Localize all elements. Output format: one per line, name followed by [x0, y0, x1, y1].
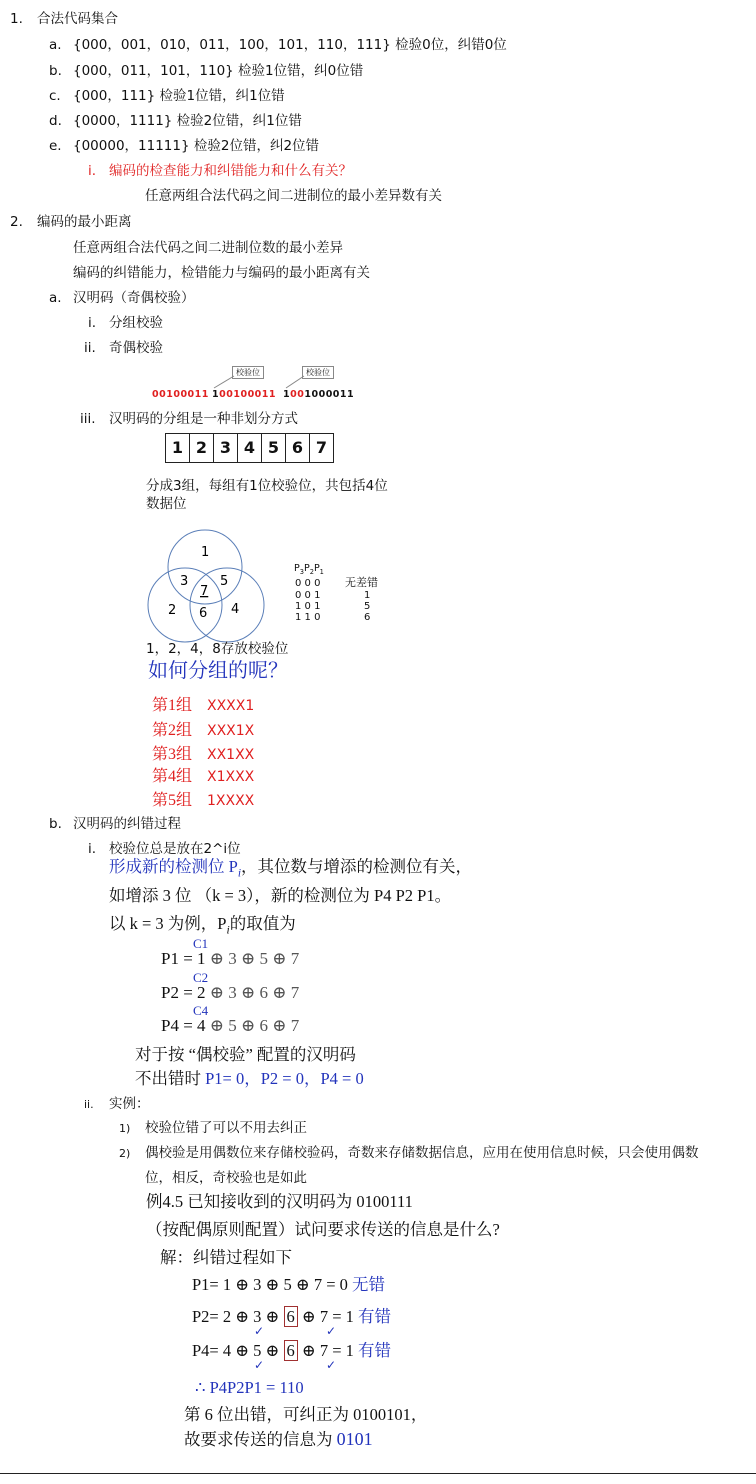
s1-item-a-marker: a. [49, 37, 62, 53]
s2-a-iii-marker: iii. [80, 411, 96, 427]
s2-a-i-marker: i. [88, 315, 97, 331]
bit-position-cell: 6 [286, 434, 310, 462]
bit-position-cell: 7 [315, 438, 328, 457]
group-code: X1XXX [207, 769, 255, 785]
group-code: XXX1X [207, 723, 255, 739]
equation: P2 = 2 ⊕ 3 ⊕ 6 ⊕ 7 [161, 983, 300, 1002]
group-label: 第5组 [152, 792, 193, 809]
s1-item-e: {00000，11111} 检验2位错，纠2位错 [73, 138, 320, 154]
ptable-header: $P_3P_2P_1$ [294, 563, 324, 576]
bit-position-cell: 5 [262, 434, 286, 462]
bit-position-cell: 4 [238, 434, 262, 462]
bit-position-cell: 1 [166, 434, 190, 462]
solution-p1: P1= 1 ⊕ 3 ⊕ 5 ⊕ 7 = 0 无错 [192, 1275, 386, 1294]
s2-b-marker: b. [49, 816, 62, 832]
note-2-line-1: 偶校验是用偶数位来存储校验码，奇数来存储数据信息，应用在使用信息时候，只会使用偶数 [145, 1145, 699, 1161]
solution-heading: 解：纠错过程如下 [160, 1248, 292, 1267]
s2-line-1: 任意两组合法代码之间二进制位数的最小差异 [73, 240, 343, 256]
bit-position-cell: 2 [190, 434, 214, 462]
group-label: 第4组 [152, 768, 193, 785]
store-note: 1，2，4，8存放校验位 [146, 641, 289, 657]
s1-item-b: {000，011，101，110} 检验1位错，纠0位错 [73, 63, 364, 79]
check-mark: ✓ [254, 1358, 265, 1372]
ptable-result: 无差错 [345, 576, 378, 589]
note-2-line-2: 位，相反，奇校验也是如此 [145, 1170, 307, 1186]
example-k3-line: 以 k = 3 为例，$P_i$的取值为 [109, 914, 296, 937]
parity-tag-1: 校验位 [232, 366, 264, 379]
venn-label: 1 [201, 545, 210, 560]
note-2-marker: 2) [119, 1147, 131, 1160]
group-label: 第3组 [152, 746, 193, 763]
conclusion-line-1: 第 6 位出错，可纠正为 0100101， [184, 1405, 428, 1424]
example-4-5-line-2: （按配偶原则配置）试问要求传送的信息是什么? [146, 1220, 500, 1239]
s2-a-marker: a. [49, 290, 62, 306]
s1-item-e-marker: e. [49, 138, 62, 154]
ptable-row: 1 1 0 [295, 612, 321, 623]
s2-a-iii: 汉明码的分组是一种非划分方式 [109, 411, 298, 427]
even-parity-line: 对于按 “偶校验” 配置的汉明码 [135, 1045, 356, 1064]
new-check-bit-line: 形成新的检测位 $P_i$，其位数与增添的检测位有关， [109, 857, 473, 880]
check-mark: ✓ [326, 1358, 337, 1372]
section-1-number: 1. [10, 11, 23, 27]
parity-bits-3: 1001000011 [283, 389, 355, 400]
s1-question-marker: i. [88, 163, 97, 179]
note-1: 校验位错了可以不用去纠正 [145, 1120, 307, 1136]
no-error-line: 不出错时 P1= 0，P2 = 0，P4 = 0 [135, 1069, 364, 1088]
s2-b-title: 汉明码的纠错过程 [73, 816, 181, 832]
equation: P4 = 4 ⊕ 5 ⊕ 6 ⊕ 7 [161, 1016, 300, 1035]
section-1-title: 合法代码集合 [37, 11, 118, 27]
ptable-result: 1 [364, 590, 371, 601]
s1-item-d: {0000，1111} 检验2位错，纠1位错 [73, 113, 302, 129]
add-bits-line: 如增添 3 位 （k = 3），新的检测位为 P4 P2 P1。 [109, 886, 452, 905]
bit-position-cell: 3 [214, 434, 238, 462]
group-code: 1XXXX [207, 793, 255, 809]
s2-a-title: 汉明码（奇偶校验） [73, 290, 195, 306]
parity-bits-1: 00100011 [152, 389, 209, 400]
equation-c-label: C4 [193, 1003, 209, 1018]
s2-a-ii: 奇偶校验 [109, 340, 163, 356]
s2-line-2: 编码的纠错能力，检错能力与编码的最小距离有关 [73, 265, 370, 281]
note-1-marker: 1) [119, 1122, 131, 1135]
s2-a-i: 分组校验 [109, 315, 163, 331]
s1-item-c-marker: c. [49, 88, 61, 104]
s1-answer: 任意两组合法代码之间二进制位的最小差异数有关 [145, 188, 442, 204]
group-description-1: 分成3组，每组有1位校验位，共包括4位 [146, 478, 388, 494]
group-code: XXXX1 [207, 698, 255, 714]
solution-p2: P2= 2 ⊕ 3 ⊕ 6 ⊕ 7 = 1 有错 [192, 1307, 392, 1326]
s1-question: 编码的检查能力和纠错能力和什么有关？ [109, 163, 352, 179]
solution-p4: P4= 4 ⊕ 5 ⊕ 6 ⊕ 7 = 1 有错 [192, 1341, 392, 1360]
ptable-row: 0 0 1 [295, 590, 321, 601]
group-label: 第1组 [152, 697, 193, 714]
s2-a-ii-marker: ii. [84, 340, 96, 356]
s1-item-c: {000，111} 检验1位错，纠1位错 [73, 88, 285, 104]
parity-tag-2: 校验位 [302, 366, 334, 379]
how-grouped-heading: 如何分组的呢？ [148, 660, 288, 682]
ptable-result: 6 [364, 612, 371, 623]
ptable-row: 1 0 1 [295, 601, 321, 612]
therefore-line: ∴ P4P2P1 = 110 [195, 1378, 304, 1397]
bit-position-row [165, 433, 334, 463]
venn-label: 4 [231, 602, 240, 617]
s2-b-ii-marker: ii. [84, 1098, 94, 1111]
bottom-divider [0, 1473, 756, 1474]
venn-label: 7 [200, 584, 209, 599]
group-description-2: 数据位 [146, 496, 187, 512]
section-2-title: 编码的最小距离 [37, 214, 132, 230]
check-mark: ✓ [254, 1324, 265, 1338]
s2-b-i-marker: i. [88, 841, 97, 857]
ptable-result: 5 [364, 601, 371, 612]
s1-item-d-marker: d. [49, 113, 62, 129]
equation: P1 = 1 ⊕ 3 ⊕ 5 ⊕ 7 [161, 949, 300, 968]
s1-item-b-marker: b. [49, 63, 62, 79]
s1-item-a: {000，001，010，011，100，101，110，111} 检验0位，纠错0位 [73, 37, 507, 53]
example-4-5-line-1: 例4.5 已知接收到的汉明码为 0100111 [146, 1192, 413, 1211]
conclusion-line-2: 故要求传送的信息为 0101 [184, 1429, 373, 1449]
group-code: XX1XX [207, 747, 255, 763]
ptable-row: 0 0 0 [295, 578, 321, 589]
equation-c-label: C2 [193, 970, 209, 985]
s2-b-ii-title: 实例： [109, 1096, 150, 1112]
venn-label: 2 [168, 603, 177, 618]
s2-b-i: 校验位总是放在2^i位 [109, 841, 241, 857]
section-2-number: 2. [10, 214, 23, 230]
group-label: 第2组 [152, 722, 193, 739]
check-mark: ✓ [326, 1324, 337, 1338]
venn-label: 5 [220, 574, 229, 589]
parity-bits-2: 100100011 [212, 389, 277, 400]
equation-c-label: C1 [193, 936, 209, 951]
venn-label: 3 [180, 574, 189, 589]
venn-label: 6 [199, 606, 208, 621]
venn-diagram [140, 525, 280, 645]
